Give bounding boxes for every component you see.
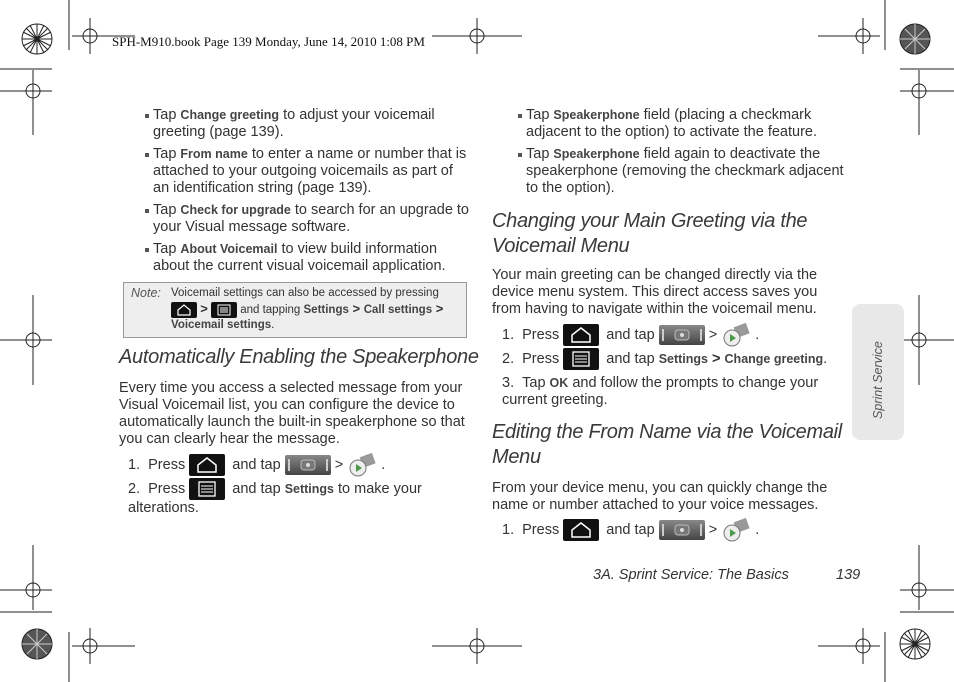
section-heading: Editing the From Name via the Voicemail Menu xyxy=(492,421,842,468)
voicemail-icon xyxy=(347,452,377,478)
section-body: From your device menu, you can quickly change the name or number attached to your voice messages. xyxy=(492,480,828,513)
list-item: Tap From name to enter a name or number that is attached to your outgoing voicemails as part of an identification string (page 139). xyxy=(153,146,471,197)
side-tab-label: Sprint Service xyxy=(871,341,885,419)
menu-key-icon xyxy=(189,478,225,500)
section-heading: Automatically Enabling the Speakerphone xyxy=(119,346,479,368)
bullet-icon xyxy=(145,209,149,213)
step-item: 2. Press and tap Settings > Change greeting. xyxy=(502,348,827,370)
list-item: Tap Check for upgrade to search for an upgrade to your Visual message software. xyxy=(153,202,471,236)
home-key-icon xyxy=(189,454,225,476)
menu-key-icon xyxy=(211,302,237,318)
right-bullet-list xyxy=(526,107,844,197)
registration-mark-icon xyxy=(900,24,930,54)
section-body: Your main greeting can be changed directly via the device menu system. This direct access saves you from having to navigate within the voicemail menu. xyxy=(492,267,818,317)
note-box xyxy=(123,282,467,338)
registration-mark-icon xyxy=(22,24,52,54)
bullet-icon xyxy=(145,153,149,157)
footer-section-title: 3A. Sprint Service: The Basics xyxy=(593,567,789,583)
step-item: 1. Press and tap > . xyxy=(502,517,759,543)
voicemail-icon xyxy=(721,517,751,543)
list-item: Tap About Voicemail to view build information about the current visual voicemail application. xyxy=(153,241,471,275)
applications-tab-icon xyxy=(285,455,331,475)
page-number: 139 xyxy=(836,567,861,583)
voicemail-icon xyxy=(721,322,751,348)
home-key-icon xyxy=(171,302,197,318)
step-item: 2. Press and tap Settings to make your alterations. xyxy=(128,478,448,517)
print-header: SPH-M910.book Page 139 Monday, June 14, 2010 1:08 PM xyxy=(112,34,425,49)
bullet-icon xyxy=(145,248,149,252)
applications-tab-icon xyxy=(659,520,705,540)
registration-mark-icon xyxy=(22,629,52,659)
left-bullet-list xyxy=(153,107,471,275)
bullet-icon xyxy=(518,114,522,118)
note-text: Voicemail settings can also be accessed by pressing > and tapping Settings > Call settings > Voicemail settings. xyxy=(171,287,444,331)
home-key-icon xyxy=(563,519,599,541)
applications-tab-icon xyxy=(659,325,705,345)
side-section-tab xyxy=(852,304,904,440)
step-item: 1. Press and tap > . xyxy=(502,322,759,348)
home-key-icon xyxy=(563,324,599,346)
list-item: Tap Speakerphone field (placing a checkmark adjacent to the option) to activate the feature. xyxy=(526,107,844,141)
bullet-icon xyxy=(145,114,149,118)
section-body: Every time you access a selected message from your Visual Voicemail list, you can configure the device to automatically launch the built-in speakerphone so that you can clearly hear the message. xyxy=(119,380,465,447)
section-heading: Changing your Main Greeting via the Voicemail Menu xyxy=(492,210,808,257)
step-item: 1. Press and tap > . xyxy=(128,452,385,478)
list-item: Tap Change greeting to adjust your voicemail greeting (page 139). xyxy=(153,107,471,141)
list-item: Tap Speakerphone field again to deactivate the speakerphone (removing the checkmark adjacent to the option). xyxy=(526,146,844,197)
note-label: Note: xyxy=(131,286,161,300)
step-item: 3. Tap OK and follow the prompts to change your current greeting. xyxy=(502,375,819,408)
menu-key-icon xyxy=(563,348,599,370)
bullet-icon xyxy=(518,153,522,157)
registration-mark-icon xyxy=(900,629,930,659)
